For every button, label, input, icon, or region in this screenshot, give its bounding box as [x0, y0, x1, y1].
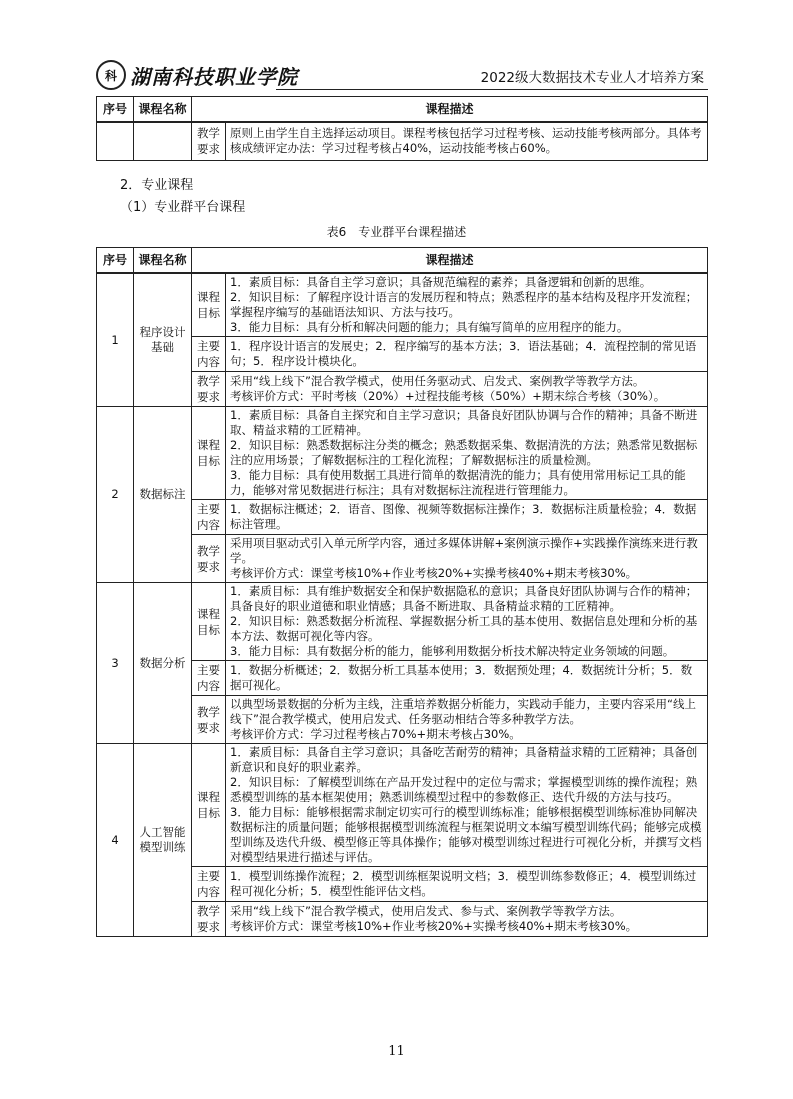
table-row — [97, 273, 708, 337]
section-subheading: （1）专业群平台课程 — [120, 200, 246, 215]
course-name: 数据分析 — [134, 583, 192, 744]
row-description: 1．素质目标：具备自主探究和自主学习意识；具备良好团队协调与合作的精神；具备不断进取、精益求精的工匠精神。 2．知识目标：熟悉数据标注分类的概念；熟悉数据采集、数据清洗的方法；熟悉常见数据标注的应用场景；了解数据标注的工程化流程；了解数据标注的质量检测。 3．能力目标：具有使用数据工具进行简单的数据清洗的能力；具有使用常用标记工具的能力，能够对常见数据进行标注；具有对数据标注流程进行管理能力。 — [226, 407, 708, 500]
empty-cell — [134, 122, 192, 160]
row-description: 1．素质目标：具备自主学习意识；具备规范编程的素养；具备逻辑和创新的思维。 2．知识目标：了解程序设计语言的发展历程和特点；熟悉程序的基本结构及程序开发流程；掌握程序编写的基础语法知识、方法与技巧。 3．能力目标：具有分析和解决问题的能力；具有编写简单的应用程序的能力。 — [226, 273, 708, 337]
table-row — [97, 744, 708, 867]
row-label: 主要内容 — [192, 500, 226, 535]
row-description: 1．模型训练操作流程；2．模型训练框架说明文档；3．模型训练参数修正；4．模型训练过程可视化分析；5．模型性能评估文档。 — [226, 867, 708, 902]
course-name: 人工智能模型训练 — [134, 744, 192, 937]
table-row — [97, 122, 708, 160]
course-number: 2 — [97, 407, 134, 583]
course-name: 程序设计基础 — [134, 273, 192, 407]
row-label: 教学要求 — [192, 535, 226, 583]
row-description: 1．素质目标：具备自主学习意识；具备吃苦耐劳的精神；具备精益求精的工匠精神；具备创新意识和良好的职业素养。 2．知识目标：了解模型训练在产品开发过程中的定位与需求；掌握模型训练的操作流程；熟悉模型训练的基本框架使用；熟悉训练模型过程中的参数修正、迭代升级的方法与技巧。 3．能力目标：能够根据需求制定切实可行的模型训练标准；能够根据模型训练标准协同解决数据标注的质量问题；能够根据模型训练流程与框架说明文本编写模型训练代码；能够完成模型训练及迭代升级、模型修正等具体操作；能够对模型训练过程进行可视化分析，并撰写文档对模型结果进行描述与评估。 — [226, 744, 708, 867]
row-label: 课程目标 — [192, 583, 226, 661]
page-header — [96, 58, 708, 92]
row-description: 以典型场景数据的分析为主线，注重培养数据分析能力，实践动手能力，主要内容采用“线上线下”混合教学模式，使用启发式、任务驱动相结合等多种教学方法。 考核评价方式：学习过程考核占70%+期末考核占30%。 — [226, 696, 708, 744]
school-logo-text: 湖南科技职业学院 — [130, 64, 298, 89]
row-label: 课程目标 — [192, 407, 226, 500]
course-number: 4 — [97, 744, 134, 937]
row-description: 1．程序设计语言的发展史；2．程序编写的基本方法；3．语法基础；4．流程控制的常见语句；5．程序设计模块化。 — [226, 337, 708, 372]
platform-course-table — [96, 247, 708, 937]
header-serial: 序号 — [97, 248, 134, 274]
header-course-name: 课程名称 — [134, 248, 192, 274]
row-description: 采用“线上线下”混合教学模式，使用启发式、参与式、案例教学等教学方法。 考核评价方式：课堂考核10%+作业考核20%+实操考核40%+期末考核30%。 — [226, 902, 708, 937]
row-description: 1．数据标注概述；2．语音、图像、视频等数据标注操作；3．数据标注质量检验；4．数据标注管理。 — [226, 500, 708, 535]
course-number: 1 — [97, 273, 134, 407]
header-serial: 序号 — [97, 97, 134, 123]
row-label: 主要内容 — [192, 867, 226, 902]
row-description: 采用项目驱动式引入单元所学内容，通过多媒体讲解+案例演示操作+实践操作演练来进行教学。 考核评价方式：课堂考核10%+作业考核20%+实操考核40%+期末考核30%。 — [226, 535, 708, 583]
row-label: 主要内容 — [192, 661, 226, 696]
school-seal-icon: 科 — [96, 60, 126, 90]
header-rule — [276, 89, 708, 90]
row-description: 采用“线上线下”混合教学模式，使用任务驱动式、启发式、案例教学等教学方法。 考核评价方式：平时考核（20%）+过程技能考核（50%）+期末综合考核（30%）。 — [226, 372, 708, 407]
section-heading: 2．专业课程 — [120, 178, 194, 193]
header-course-desc: 课程描述 — [192, 248, 708, 274]
row-description: 1．素质目标：具有维护数据安全和保护数据隐私的意识；具备良好团队协调与合作的精神；具备良好的职业道德和职业情感；具备不断进取、具备精益求精的工匠精神。 2．知识目标：熟悉数据分析流程、掌握数据分析工具的基本使用、数据信息处理和分析的基本方法、数据可视化等内容。 3．能力目标：具有数据分析的能力，能够利用数据分析技术解决特定业务领域的问题。 — [226, 583, 708, 661]
table-row — [97, 583, 708, 661]
continued-course-table — [96, 96, 708, 161]
document-title: 2022级大数据技术专业人才培养方案 — [480, 70, 704, 86]
table-caption: 表6 专业群平台课程描述 — [326, 225, 467, 239]
course-name: 数据标注 — [134, 407, 192, 583]
table-row — [97, 407, 708, 500]
empty-cell — [97, 122, 134, 160]
row-label: 课程目标 — [192, 744, 226, 867]
row-description: 原则上由学生自主选择运动项目。课程考核包括学习过程考核、运动技能考核两部分。具体考核成绩评定办法：学习过程考核占40%，运动技能考核占60%。 — [226, 122, 708, 160]
row-description: 1．数据分析概述；2．数据分析工具基本使用；3．数据预处理；4．数据统计分析；5．数据可视化。 — [226, 661, 708, 696]
course-number: 3 — [97, 583, 134, 744]
header-course-desc: 课程描述 — [192, 97, 708, 123]
row-label: 教学要求 — [192, 372, 226, 407]
row-label: 主要内容 — [192, 337, 226, 372]
header-course-name: 课程名称 — [134, 97, 192, 123]
row-label: 课程目标 — [192, 273, 226, 337]
row-label: 教学要求 — [192, 122, 226, 160]
row-label: 教学要求 — [192, 902, 226, 937]
page-number: 11 — [388, 1044, 405, 1059]
school-logo — [96, 58, 298, 92]
row-label: 教学要求 — [192, 696, 226, 744]
